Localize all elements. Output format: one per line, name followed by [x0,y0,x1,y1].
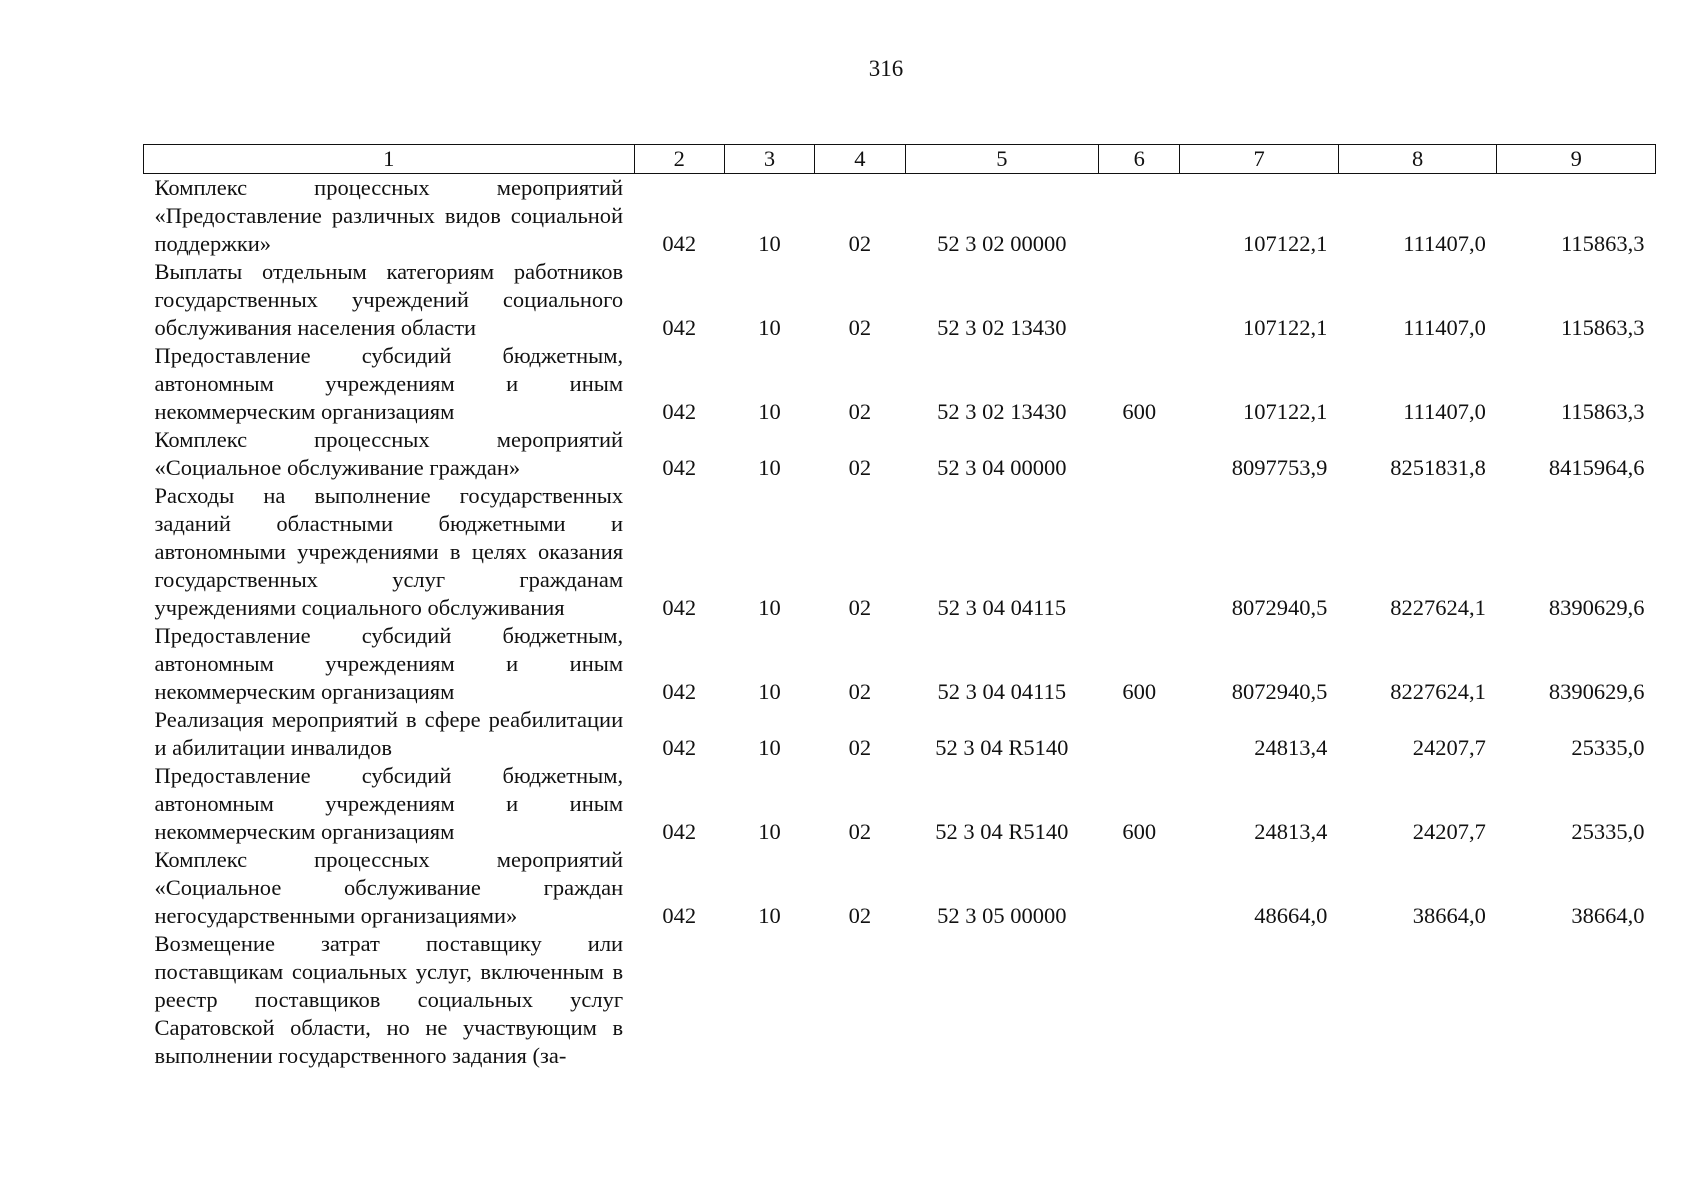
row-name: Комплекс процессных мероприятий «Предоставление различных видов социальной поддержки» [154,175,624,256]
row-name: Предоставление субсидий бюджетным, автономным учреждениям и иным некоммерческим организациям [154,623,624,704]
header-row [144,145,1656,174]
row-amount-year-1: 8072940,5 [1231,679,1328,704]
row-name: Предоставление субсидий бюджетным, автономным учреждениям и иным некоммерческим организациям [154,763,624,844]
row-amount-year-2: 8227624,1 [1390,679,1486,704]
table-row [144,930,1656,1070]
row-section-code: 10 [758,455,781,480]
table-row [144,762,1656,846]
row-subsection-code: 02 [848,231,872,256]
row-amount-year-3: 115863,3 [1560,231,1645,256]
row-amount-year-2: 111407,0 [1403,399,1486,424]
row-amount-year-1: 48664,0 [1254,903,1328,928]
row-target-article: 52 3 04 04115 [937,595,1067,620]
row-amount-year-1: 107122,1 [1243,315,1328,340]
row-target-article: 52 3 02 13430 [937,315,1067,340]
table-row [144,174,1656,259]
row-subsection-code [815,930,905,1070]
row-subsection-code: 02 [848,735,872,760]
row-amount-year-2: 8227624,1 [1390,595,1486,620]
row-ministry-code: 042 [662,231,697,256]
row-ministry-code: 042 [662,399,697,424]
row-subsection-code: 02 [848,399,872,424]
row-ministry-code: 042 [662,903,697,928]
row-amount-year-3: 8390629,6 [1548,595,1645,620]
row-amount-year-1: 107122,1 [1243,399,1328,424]
row-section-code: 10 [758,735,781,760]
row-amount-year-1: 24813,4 [1254,819,1328,844]
table-row [144,482,1656,622]
table-row [144,426,1656,482]
header-col-3: 3 [724,145,814,174]
row-amount-year-1 [1180,930,1339,1070]
row-amount-year-3: 115863,3 [1560,399,1645,424]
row-subsection-code: 02 [848,595,872,620]
row-section-code: 10 [758,315,781,340]
row-target-article: 52 3 04 R5140 [935,735,1069,760]
row-target-article: 52 3 04 R5140 [935,819,1069,844]
row-amount-year-1: 24813,4 [1254,735,1328,760]
row-amount-year-2 [1338,930,1497,1070]
row-name: Предоставление субсидий бюджетным, автономным учреждениям и иным некоммерческим организациям [154,343,624,424]
table-row [144,846,1656,930]
row-section-code: 10 [758,595,781,620]
row-amount-year-3: 25335,0 [1571,819,1645,844]
row-amount-year-2: 111407,0 [1403,315,1486,340]
row-target-article: 52 3 02 13430 [937,399,1067,424]
row-section-code: 10 [758,231,781,256]
row-name: Комплекс процессных мероприятий «Социальное обслуживание граждан» [154,427,624,480]
table-row [144,622,1656,706]
row-name: Расходы на выполнение государственных заданий областными бюджетными и автономными учреждениями в целях оказания государственных услуг гражданам учреждениями социального обслуживания [154,483,624,620]
row-ministry-code: 042 [662,455,697,480]
row-section-code: 10 [758,399,781,424]
row-expense-type [1099,426,1180,482]
row-subsection-code: 02 [848,455,872,480]
row-amount-year-3 [1497,930,1656,1070]
row-amount-year-3: 25335,0 [1571,735,1645,760]
row-section-code: 10 [758,819,781,844]
row-amount-year-3: 8415964,6 [1548,455,1645,480]
row-subsection-code: 02 [848,315,872,340]
row-amount-year-1: 8097753,9 [1231,455,1328,480]
table-row [144,258,1656,342]
row-expense-type [1099,482,1180,622]
row-amount-year-1: 107122,1 [1243,231,1328,256]
row-amount-year-3: 38664,0 [1571,903,1645,928]
header-col-8: 8 [1338,145,1497,174]
row-target-article: 52 3 04 04115 [937,679,1067,704]
row-target-article: 52 3 04 00000 [937,455,1067,480]
row-section-code: 10 [758,679,781,704]
row-amount-year-2: 111407,0 [1403,231,1486,256]
row-expense-type: 600 [1122,399,1157,424]
row-target-article: 52 3 05 00000 [937,903,1067,928]
row-amount-year-3: 115863,3 [1560,315,1645,340]
row-expense-type [1099,174,1180,259]
row-expense-type [1099,258,1180,342]
budget-table [143,144,1656,1070]
row-target-article [905,930,1099,1070]
row-expense-type [1099,930,1180,1070]
row-subsection-code: 02 [848,679,872,704]
header-col-2: 2 [634,145,724,174]
header-col-5: 5 [905,145,1099,174]
row-ministry-code: 042 [662,679,697,704]
row-expense-type: 600 [1122,819,1157,844]
row-ministry-code: 042 [662,735,697,760]
row-expense-type: 600 [1122,679,1157,704]
row-name: Возмещение затрат поставщику или поставщикам социальных услуг, включенным в реестр поставщиков социальных услуг Саратовской области, но не участвующим в выполнении государственного задания (за- [154,931,624,1068]
table-header [144,145,1656,174]
row-name: Реализация мероприятий в сфере реабилитации и абилитации инвалидов [154,707,624,760]
row-ministry-code: 042 [662,315,697,340]
row-subsection-code: 02 [848,903,872,928]
row-name: Выплаты отдельным категориям работников государственных учреждений социального обслуживания населения области [154,259,624,340]
table-body [144,174,1656,1071]
row-expense-type [1099,846,1180,930]
row-amount-year-2: 24207,7 [1412,735,1486,760]
row-amount-year-3: 8390629,6 [1548,679,1645,704]
row-amount-year-2: 24207,7 [1412,819,1486,844]
row-expense-type [1099,706,1180,762]
header-col-7: 7 [1180,145,1339,174]
row-amount-year-1: 8072940,5 [1231,595,1328,620]
header-col-4: 4 [815,145,905,174]
row-amount-year-2: 8251831,8 [1390,455,1486,480]
row-subsection-code: 02 [848,819,872,844]
row-ministry-code [634,930,724,1070]
page-number: 316 [868,56,904,81]
row-amount-year-2: 38664,0 [1412,903,1486,928]
header-col-6: 6 [1099,145,1180,174]
table-row [144,342,1656,426]
row-section-code: 10 [758,903,781,928]
row-ministry-code: 042 [662,819,697,844]
row-target-article: 52 3 02 00000 [937,231,1067,256]
header-col-1: 1 [144,145,635,174]
row-name: Комплекс процессных мероприятий «Социальное обслуживание граждан негосударственными организациями» [154,847,624,928]
row-ministry-code: 042 [662,595,697,620]
table-row [144,706,1656,762]
row-section-code [724,930,814,1070]
header-col-9: 9 [1497,145,1656,174]
